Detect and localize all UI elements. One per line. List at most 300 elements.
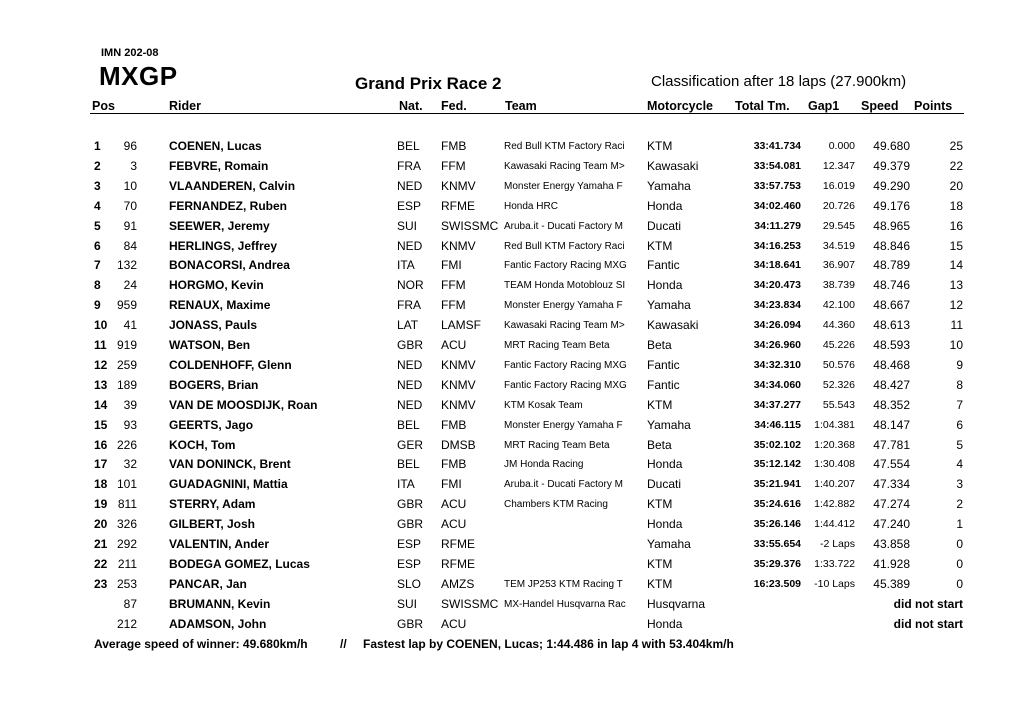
table-row [0,457,1019,477]
cell-speed: 48.613 [873,318,910,333]
cell-federation: DMSB [441,437,476,452]
cell-pos: 19 [94,497,108,512]
cell-rider-number: 96 [123,139,137,153]
cell-nationality: SUI [397,596,418,611]
cell-points: 10 [949,338,963,352]
cell-nationality: ESP [397,198,422,213]
cell-rider-number: 292 [116,537,137,551]
cell-motorcycle: Ducati [647,218,682,233]
cell-rider-name: COENEN, Lucas [169,139,262,153]
cell-federation: FFM [441,158,466,173]
cell-nationality: NOR [397,278,424,293]
cell-team: Kawasaki Racing Team M> [504,320,625,332]
col-header-gap1: Gap1 [808,99,840,113]
cell-total-time: 34:37.277 [753,398,801,411]
cell-speed: 47.274 [873,497,910,512]
cell-gap: 1:33.722 [814,557,855,570]
cell-team: MRT Racing Team Beta [504,340,610,351]
cell-points: 4 [956,457,963,472]
cell-team: Chambers KTM Racing [504,499,608,511]
cell-pos: 20 [94,517,108,532]
cell-speed: 48.789 [873,258,910,273]
cell-team: Monster Energy Yamaha F [504,419,623,431]
cell-rider-number: 70 [123,198,137,213]
cell-points: 0 [956,576,963,591]
cell-gap: 55.543 [822,398,855,411]
footer-separator: // [340,637,347,651]
cell-speed: 48.965 [873,218,910,233]
cell-rider-name: GILBERT, Josh [169,517,256,532]
cell-rider-name: FERNANDEZ, Ruben [169,198,287,213]
cell-rider-number: 93 [123,417,137,432]
cell-total-time: 34:34.060 [753,378,801,391]
cell-speed: 49.379 [873,158,910,173]
cell-motorcycle: Husqvarna [647,596,706,611]
cell-team: Aruba.it - Ducati Factory M [504,220,623,232]
cell-motorcycle: Kawasaki [647,318,699,333]
table-row [0,398,1019,418]
table-row [0,438,1019,458]
cell-gap: 1:20.368 [814,438,855,451]
cell-team: Red Bull KTM Factory Raci [504,240,625,252]
cell-gap: 42.100 [822,299,855,312]
cell-gap: 50.576 [822,358,855,371]
cell-gap: -2 Laps [819,538,855,550]
cell-total-time: 34:26.960 [753,339,801,351]
cell-nationality: ITA [397,258,415,273]
cell-federation: FMI [441,258,462,273]
table-row [0,338,1019,358]
col-header-fed: Fed. [441,99,467,113]
cell-motorcycle: KTM [647,576,673,591]
cell-federation: RFME [441,198,475,213]
cell-motorcycle: Honda [647,616,683,631]
col-header-total-time: Total Tm. [735,99,790,113]
cell-total-time: 16:23.509 [753,577,801,590]
cell-rider-number: 132 [116,258,137,273]
cell-federation: SWISSMC [441,218,499,233]
cell-gap: 38.739 [822,279,855,292]
cell-rider-name: VAN DE MOOSDIJK, Roan [169,397,318,412]
table-row [0,159,1019,179]
cell-points: 1 [956,517,963,532]
cell-speed: 48.746 [873,278,910,293]
cell-total-time: 33:55.654 [753,538,801,550]
cell-gap: 1:42.882 [814,498,855,511]
cell-motorcycle: KTM [647,556,673,571]
cell-team: Fantic Factory Racing MXG [504,260,627,272]
table-row [0,318,1019,338]
cell-pos: 5 [94,218,101,233]
cell-federation: AMZS [441,576,475,591]
cell-total-time: 34:46.115 [754,418,801,431]
cell-speed: 47.240 [873,517,910,532]
cell-nationality: ITA [397,477,415,492]
cell-nationality: FRA [397,158,421,173]
cell-federation: KNMV [441,178,476,193]
table-row [0,497,1019,517]
cell-points: 20 [949,178,963,193]
cell-nationality: LAT [397,318,419,333]
table-row-dns [0,617,1019,637]
cell-federation: FMI [441,477,462,492]
cell-points: 0 [956,556,963,571]
cell-total-time: 34:23.834 [753,299,801,312]
table-row [0,298,1019,318]
table-row [0,139,1019,159]
cell-speed: 41.928 [873,556,910,571]
cell-rider-name: BOGERS, Brian [169,377,259,392]
cell-rider-number: 326 [116,517,137,532]
cell-pos: 22 [94,556,108,571]
cell-federation: FMB [441,417,467,432]
table-row [0,537,1019,557]
cell-gap: 1:30.408 [814,458,855,471]
cell-pos: 18 [94,477,108,492]
cell-speed: 48.846 [873,238,910,253]
cell-rider-name: BODEGA GOMEZ, Lucas [169,556,310,571]
cell-pos: 4 [94,198,101,213]
cell-federation: ACU [441,497,467,512]
cell-federation: FMB [441,457,467,472]
cell-pos: 7 [94,258,101,273]
cell-speed: 43.858 [873,537,910,551]
cell-status: did not start [893,616,963,631]
series-logo: MXGP [99,61,178,91]
cell-nationality: BEL [397,457,420,472]
cell-gap: 1:04.381 [814,418,855,431]
cell-rider-name: PANCAR, Jan [169,576,247,591]
cell-speed: 48.667 [873,298,910,313]
cell-rider-name: FEBVRE, Romain [169,158,269,173]
cell-rider-number: 959 [116,298,137,313]
cell-team: Red Bull KTM Factory Raci [504,141,625,152]
cell-rider-name: VAN DONINCK, Brent [169,457,291,472]
cell-federation: FFM [441,298,466,313]
cell-federation: SWISSMC [441,596,499,611]
table-row [0,378,1019,398]
cell-rider-number: 212 [116,616,137,631]
cell-gap: 36.907 [822,259,855,272]
cell-speed: 49.680 [873,139,910,153]
cell-nationality: GER [397,437,424,452]
cell-rider-name: BONACORSI, Andrea [169,258,290,273]
cell-rider-number: 84 [123,238,137,253]
cell-speed: 47.334 [873,477,910,492]
cell-nationality: ESP [397,537,422,551]
cell-speed: 45.389 [873,576,910,591]
cell-points: 8 [956,377,963,392]
cell-rider-name: STERRY, Adam [169,497,256,512]
cell-federation: KNMV [441,397,476,412]
cell-points: 22 [949,158,963,173]
table-row [0,199,1019,219]
cell-motorcycle: Ducati [647,477,682,492]
cell-federation: RFME [441,556,475,571]
table-row [0,179,1019,199]
table-row [0,219,1019,239]
cell-points: 2 [956,497,963,512]
cell-total-time: 34:26.094 [753,319,801,332]
cell-nationality: BEL [397,417,420,432]
cell-rider-number: 919 [116,338,137,352]
cell-rider-number: 253 [116,576,137,591]
cell-gap: 0.000 [828,140,855,152]
cell-rider-name: KOCH, Tom [169,437,236,452]
cell-motorcycle: Honda [647,278,683,293]
cell-rider-name: RENAUX, Maxime [169,298,271,313]
cell-pos: 16 [94,437,108,452]
cell-federation: RFME [441,537,475,551]
cell-rider-number: 87 [123,596,137,611]
cell-total-time: 35:21.941 [753,478,801,491]
cell-gap: -10 Laps [814,577,855,590]
cell-rider-number: 32 [123,457,137,472]
cell-motorcycle: KTM [647,139,673,153]
header-divider [90,113,964,114]
cell-gap: 34.519 [822,239,855,252]
table-row [0,239,1019,259]
cell-motorcycle: KTM [647,238,673,253]
cell-nationality: NED [397,238,423,253]
cell-motorcycle: Yamaha [647,298,691,313]
cell-rider-number: 3 [130,158,137,173]
cell-motorcycle: Beta [647,338,672,352]
cell-motorcycle: Yamaha [647,417,691,432]
cell-points: 13 [949,278,963,293]
cell-points: 6 [956,417,963,432]
cell-federation: ACU [441,616,467,631]
cell-team: Aruba.it - Ducati Factory M [504,479,623,491]
cell-total-time: 34:02.460 [753,199,801,212]
cell-rider-name: COLDENHOFF, Glenn [169,357,292,372]
cell-team: Monster Energy Yamaha F [504,180,623,192]
cell-team: Fantic Factory Racing MXG [504,379,627,391]
cell-points: 3 [956,477,963,492]
cell-points: 12 [949,298,963,313]
cell-points: 9 [956,357,963,372]
cell-gap: 1:44.412 [814,518,855,531]
cell-team: KTM Kosak Team [504,399,583,411]
cell-nationality: GBR [397,616,424,631]
cell-rider-name: HORGMO, Kevin [169,278,264,293]
cell-motorcycle: Kawasaki [647,158,699,173]
cell-speed: 48.427 [873,377,910,392]
cell-speed: 48.147 [873,417,910,432]
cell-motorcycle: Fantic [647,258,680,273]
cell-pos: 3 [94,178,101,193]
cell-motorcycle: Fantic [647,357,680,372]
cell-rider-name: VALENTIN, Ander [169,537,270,551]
cell-rider-number: 211 [117,556,137,571]
cell-nationality: GBR [397,338,424,352]
cell-rider-number: 10 [123,178,137,193]
cell-total-time: 35:29.376 [753,557,801,570]
cell-motorcycle: Honda [647,198,683,213]
winner-average-speed: Average speed of winner: 49.680km/h [94,637,308,651]
cell-speed: 48.468 [873,357,910,372]
cell-speed: 47.781 [873,437,910,452]
cell-gap: 45.226 [822,339,855,351]
cell-rider-number: 189 [116,377,137,392]
cell-nationality: BEL [397,139,420,153]
cell-federation: KNMV [441,357,476,372]
cell-nationality: NED [397,357,423,372]
cell-team: Honda HRC [504,200,558,212]
cell-rider-number: 101 [116,477,137,492]
cell-speed: 49.176 [873,198,910,213]
cell-gap: 16.019 [822,179,855,192]
cell-team: JM Honda Racing [504,459,584,471]
cell-rider-name: ADAMSON, John [169,616,267,631]
cell-team: Monster Energy Yamaha F [504,300,623,312]
cell-total-time: 34:20.473 [753,279,801,292]
cell-total-time: 35:02.102 [753,438,801,451]
cell-total-time: 34:18.641 [753,259,801,272]
cell-federation: ACU [441,338,467,352]
cell-federation: LAMSF [441,318,482,333]
cell-gap: 1:40.207 [814,478,855,491]
cell-points: 7 [956,397,963,412]
cell-nationality: NED [397,397,423,412]
col-header-team: Team [505,99,537,113]
cell-rider-number: 226 [116,437,137,452]
cell-federation: FMB [441,139,467,153]
cell-points: 0 [956,537,963,551]
cell-nationality: NED [397,377,423,392]
cell-rider-name: GUADAGNINI, Mattia [169,477,288,492]
cell-pos: 11 [94,338,107,352]
cell-points: 18 [949,198,963,213]
cell-nationality: FRA [397,298,421,313]
cell-points: 14 [949,258,963,273]
cell-rider-number: 39 [123,397,137,412]
cell-total-time: 35:12.142 [753,458,801,471]
cell-motorcycle: KTM [647,497,673,512]
cell-nationality: ESP [397,556,422,571]
cell-team: MX-Handel Husqvarna Rac [504,598,626,610]
table-row [0,517,1019,537]
cell-total-time: 34:16.253 [753,239,801,252]
col-header-points: Points [914,99,953,113]
cell-speed: 47.554 [873,457,910,472]
cell-pos: 21 [94,537,108,551]
cell-gap: 20.726 [822,199,855,212]
col-header-speed: Speed [861,99,899,113]
cell-federation: FFM [441,278,466,293]
cell-pos: 2 [94,158,101,173]
cell-rider-number: 259 [116,357,137,372]
cell-gap: 52.326 [822,378,855,391]
cell-motorcycle: Yamaha [647,537,691,551]
cell-total-time: 33:41.734 [753,140,801,152]
cell-pos: 9 [94,298,101,313]
cell-pos: 1 [94,139,101,153]
col-header-pos: Pos [92,99,115,113]
table-row [0,258,1019,278]
cell-pos: 15 [94,417,108,432]
cell-team: Fantic Factory Racing MXG [504,359,627,371]
cell-motorcycle: Yamaha [647,178,691,193]
cell-pos: 10 [94,318,108,333]
cell-rider-number: 811 [117,497,137,512]
cell-total-time: 34:32.310 [753,358,801,371]
cell-total-time: 34:11.279 [754,219,801,232]
cell-rider-name: SEEWER, Jeremy [169,218,270,233]
cell-rider-name: WATSON, Ben [169,338,251,352]
cell-team: TEM JP253 KTM Racing T [504,578,623,590]
cell-motorcycle: Honda [647,457,683,472]
cell-motorcycle: Beta [647,437,672,452]
table-row [0,418,1019,438]
cell-team: Kawasaki Racing Team M> [504,160,625,172]
cell-total-time: 35:26.146 [753,518,801,531]
classification-summary: Classification after 18 laps (27.900km) [651,73,907,90]
cell-rider-name: GEERTS, Jago [169,417,254,432]
cell-rider-name: HERLINGS, Jeffrey [169,238,278,253]
cell-gap: 44.360 [822,319,855,332]
cell-pos: 12 [94,357,108,372]
cell-nationality: SLO [397,576,422,591]
cell-nationality: SUI [397,218,418,233]
cell-pos: 23 [94,576,108,591]
cell-speed: 48.593 [873,338,910,352]
cell-rider-name: JONASS, Pauls [169,318,258,333]
cell-federation: KNMV [441,238,476,253]
table-row [0,358,1019,378]
cell-points: 5 [956,437,963,452]
table-row [0,477,1019,497]
cell-federation: ACU [441,517,467,532]
table-row-dns [0,597,1019,617]
document-code: IMN 202-08 [101,47,159,59]
cell-rider-name: BRUMANN, Kevin [169,596,271,611]
cell-pos: 13 [94,377,108,392]
cell-motorcycle: Fantic [647,377,680,392]
cell-motorcycle: KTM [647,397,673,412]
cell-total-time: 33:57.753 [753,179,801,192]
cell-gap: 29.545 [822,219,855,232]
table-row [0,278,1019,298]
cell-gap: 12.347 [822,159,855,172]
cell-nationality: GBR [397,497,424,512]
cell-nationality: NED [397,178,423,193]
cell-points: 15 [949,238,963,253]
cell-team: MRT Racing Team Beta [504,439,610,451]
cell-rider-number: 91 [123,218,137,233]
cell-federation: KNMV [441,377,476,392]
cell-nationality: GBR [397,517,424,532]
cell-team: TEAM Honda Motoblouz SI [504,280,626,292]
cell-pos: 17 [94,457,108,472]
fastest-lap-info: Fastest lap by COENEN, Lucas; 1:44.486 in lap 4 with 53.404km/h [363,637,734,651]
cell-speed: 49.290 [873,178,910,193]
cell-total-time: 35:24.616 [753,498,801,511]
table-row [0,577,1019,597]
cell-motorcycle: Honda [647,517,683,532]
cell-speed: 48.352 [873,397,910,412]
cell-rider-number: 24 [123,278,137,293]
col-header-rider: Rider [169,99,201,113]
cell-rider-number: 41 [123,318,137,333]
race-title: Grand Prix Race 2 [355,74,502,93]
cell-points: 16 [949,218,963,233]
cell-pos: 8 [94,278,101,293]
cell-points: 11 [950,318,963,333]
table-row [0,557,1019,577]
cell-pos: 6 [94,238,101,253]
cell-rider-name: VLAANDEREN, Calvin [169,178,296,193]
